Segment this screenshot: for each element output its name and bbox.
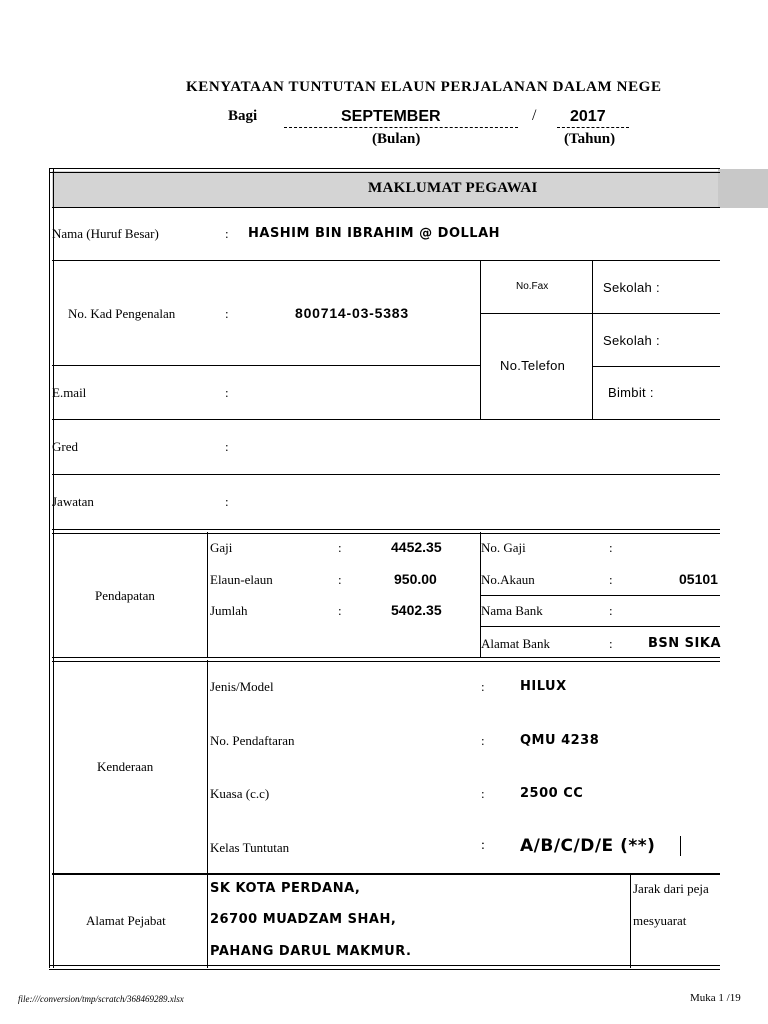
fax-label: No.Fax (516, 281, 549, 292)
colon: : (225, 306, 229, 321)
distance-label-cont: mesyuarat (633, 913, 687, 928)
office-address-line-3: PAHANG DARUL MAKMUR. (210, 944, 412, 959)
colon: : (338, 572, 342, 587)
distance-label: Jarak dari peja (633, 881, 709, 896)
row-line (52, 260, 720, 261)
elaun-label: Elaun-elaun (210, 572, 273, 587)
alamat-bank-label: Alamat Bank (481, 636, 550, 651)
colon: : (338, 603, 342, 618)
row-line (52, 419, 720, 420)
reg-label: No. Pendaftaran (210, 733, 295, 748)
document-title: KENYATAAN TUNTUTAN ELAUN PERJALANAN DALAM NEGE (186, 79, 662, 95)
year-underline (557, 127, 629, 128)
colon: : (609, 540, 613, 555)
col-line (207, 874, 208, 968)
model-label: Jenis/Model (210, 679, 274, 694)
cc-label: Kuasa (c.c) (210, 786, 270, 801)
cell-cursor (680, 836, 681, 856)
colon: : (481, 733, 485, 748)
row-line (52, 365, 480, 366)
date-separator: / (532, 107, 537, 124)
fax-sekolah-label: Sekolah : (603, 280, 660, 295)
month-underline (284, 127, 518, 128)
col-line (480, 260, 481, 419)
table-top-border (49, 168, 720, 173)
footer-file-path: file:///conversion/tmp/scratch/368469289.xlsx (18, 994, 184, 1004)
gaji-label: Gaji (210, 540, 233, 555)
alamat-bank-value: BSN SIKA (648, 636, 722, 651)
year-value: 2017 (570, 108, 606, 125)
row-line (480, 595, 720, 596)
no-akaun-label: No.Akaun (481, 572, 535, 587)
telefon-label: No.Telefon (500, 358, 566, 373)
jawatan-label: Jawatan (52, 494, 94, 509)
no-akaun-value: 05101 (679, 571, 718, 587)
email-label: E.mail (52, 385, 87, 400)
page-edge-shade (718, 169, 768, 208)
colon: : (609, 603, 613, 618)
row-line (52, 207, 720, 208)
gaji-value: 4452.35 (391, 539, 442, 555)
colon: : (481, 838, 485, 853)
colon: : (481, 786, 485, 801)
alamat-pejabat-label: Alamat Pejabat (86, 913, 166, 928)
month-value: SEPTEMBER (341, 108, 441, 125)
colon: : (609, 572, 613, 587)
bagi-label: Bagi (228, 108, 258, 124)
nama-label: Nama (Huruf Besar) (52, 226, 159, 241)
class-value: A/B/C/D/E (**) (520, 836, 656, 856)
gred-label: Gred (52, 439, 78, 454)
colon: : (481, 679, 485, 694)
row-line (52, 873, 720, 875)
jumlah-label: Jumlah (210, 603, 248, 618)
reg-value: QMU 4238 (520, 733, 600, 748)
ic-label: No. Kad Pengenalan (68, 306, 176, 321)
row-line-double (52, 529, 720, 534)
jumlah-value: 5402.35 (391, 602, 442, 618)
colon: : (225, 226, 229, 241)
row-line (592, 366, 720, 367)
table-left-border (49, 168, 54, 968)
elaun-value: 950.00 (394, 571, 437, 587)
bimbit-label: Bimbit : (608, 385, 654, 400)
model-value: HILUX (520, 679, 567, 694)
col-line (630, 874, 631, 968)
table-bottom-border (49, 965, 720, 970)
no-gaji-label: No. Gaji (481, 540, 526, 555)
nama-value: HASHIM BIN IBRAHIM @ DOLLAH (248, 226, 501, 241)
month-caption: (Bulan) (372, 131, 421, 147)
col-line (207, 532, 208, 657)
year-caption: (Tahun) (564, 131, 616, 147)
section-title: MAKLUMAT PEGAWAI (368, 180, 538, 196)
ic-value: 800714-03-5383 (295, 305, 409, 321)
tel-sekolah-label: Sekolah : (603, 333, 660, 348)
row-line (52, 474, 720, 475)
pendapatan-label: Pendapatan (95, 588, 155, 603)
office-address-line-1: SK KOTA PERDANA, (210, 881, 361, 896)
row-line (480, 313, 720, 314)
row-line (480, 626, 720, 627)
row-line-double (52, 657, 720, 662)
colon: : (338, 540, 342, 555)
footer-page-number: Muka 1 /19 (690, 992, 741, 1004)
kenderaan-label: Kenderaan (97, 759, 154, 774)
office-address-line-2: 26700 MUADZAM SHAH, (210, 912, 397, 927)
nama-bank-label: Nama Bank (481, 603, 543, 618)
class-label: Kelas Tuntutan (210, 840, 290, 855)
col-line (592, 260, 593, 419)
cc-value: 2500 CC (520, 786, 584, 801)
colon: : (225, 494, 229, 509)
col-line (207, 660, 208, 873)
colon: : (609, 636, 613, 651)
colon: : (225, 439, 229, 454)
colon: : (225, 385, 229, 400)
